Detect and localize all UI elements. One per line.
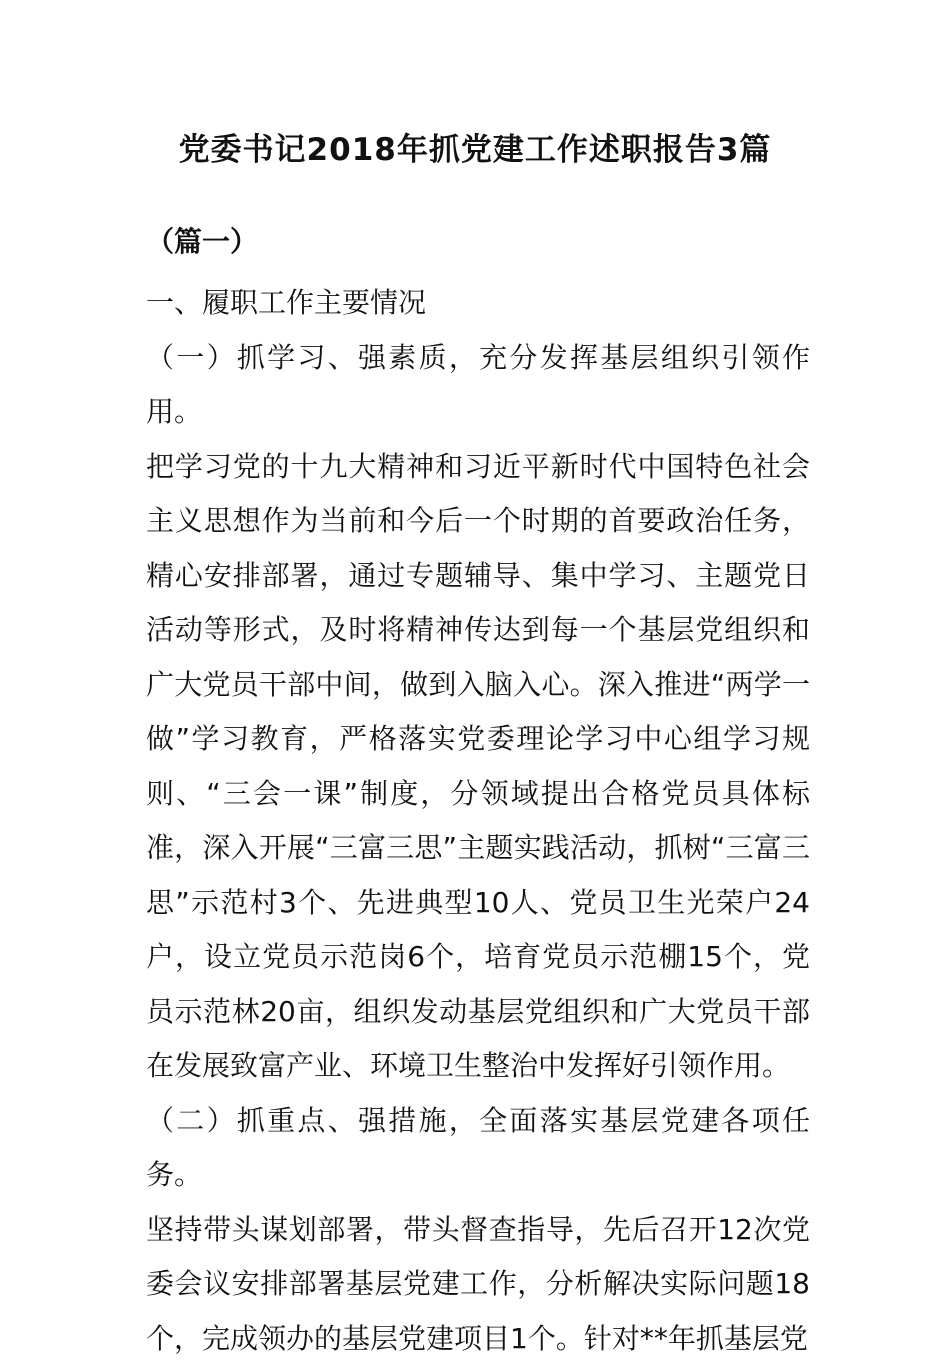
- document-title: 党委书记2018年抓党建工作述职报告3篇: [0, 128, 950, 172]
- body-paragraph-2: 坚持带头谋划部署，带头督查指导，先后召开12次党委会议安排部署基层党建工作，分析解决实际问题18个，完成领办的基层党建项目1个。针对**年抓基层党: [146, 1203, 810, 1366]
- document-body: [146, 276, 810, 1366]
- subsection-heading-1: （一）抓学习、强素质，充分发挥基层组织引领作用。: [146, 331, 810, 440]
- section-heading: 一、履职工作主要情况: [146, 276, 810, 331]
- subsection-heading-2: （二）抓重点、强措施，全面落实基层党建各项任务。: [146, 1094, 810, 1203]
- part-label: （篇一）: [146, 222, 258, 262]
- body-paragraph-1: 把学习党的十九大精神和习近平新时代中国特色社会主义思想作为当前和今后一个时期的首要政治任务，精心安排部署，通过专题辅导、集中学习、主题党日活动等形式，及时将精神传达到每一个基层党组织和广大党员干部中间，做到入脑入心。深入推进“两学一做”学习教育，严格落实党委理论学习中心组学习规则、“三会一课”制度，分领域提出合格党员具体标准，深入开展“三富三思”主题实践活动，抓树“三富三思”示范村3个、先进典型10人、党员卫生光荣户24户，设立党员示范岗6个，培育党员示范棚15个，党员示范林20亩，组织发动基层党组织和广大党员干部在发展致富产业、环境卫生整治中发挥好引领作用。: [146, 440, 810, 1094]
